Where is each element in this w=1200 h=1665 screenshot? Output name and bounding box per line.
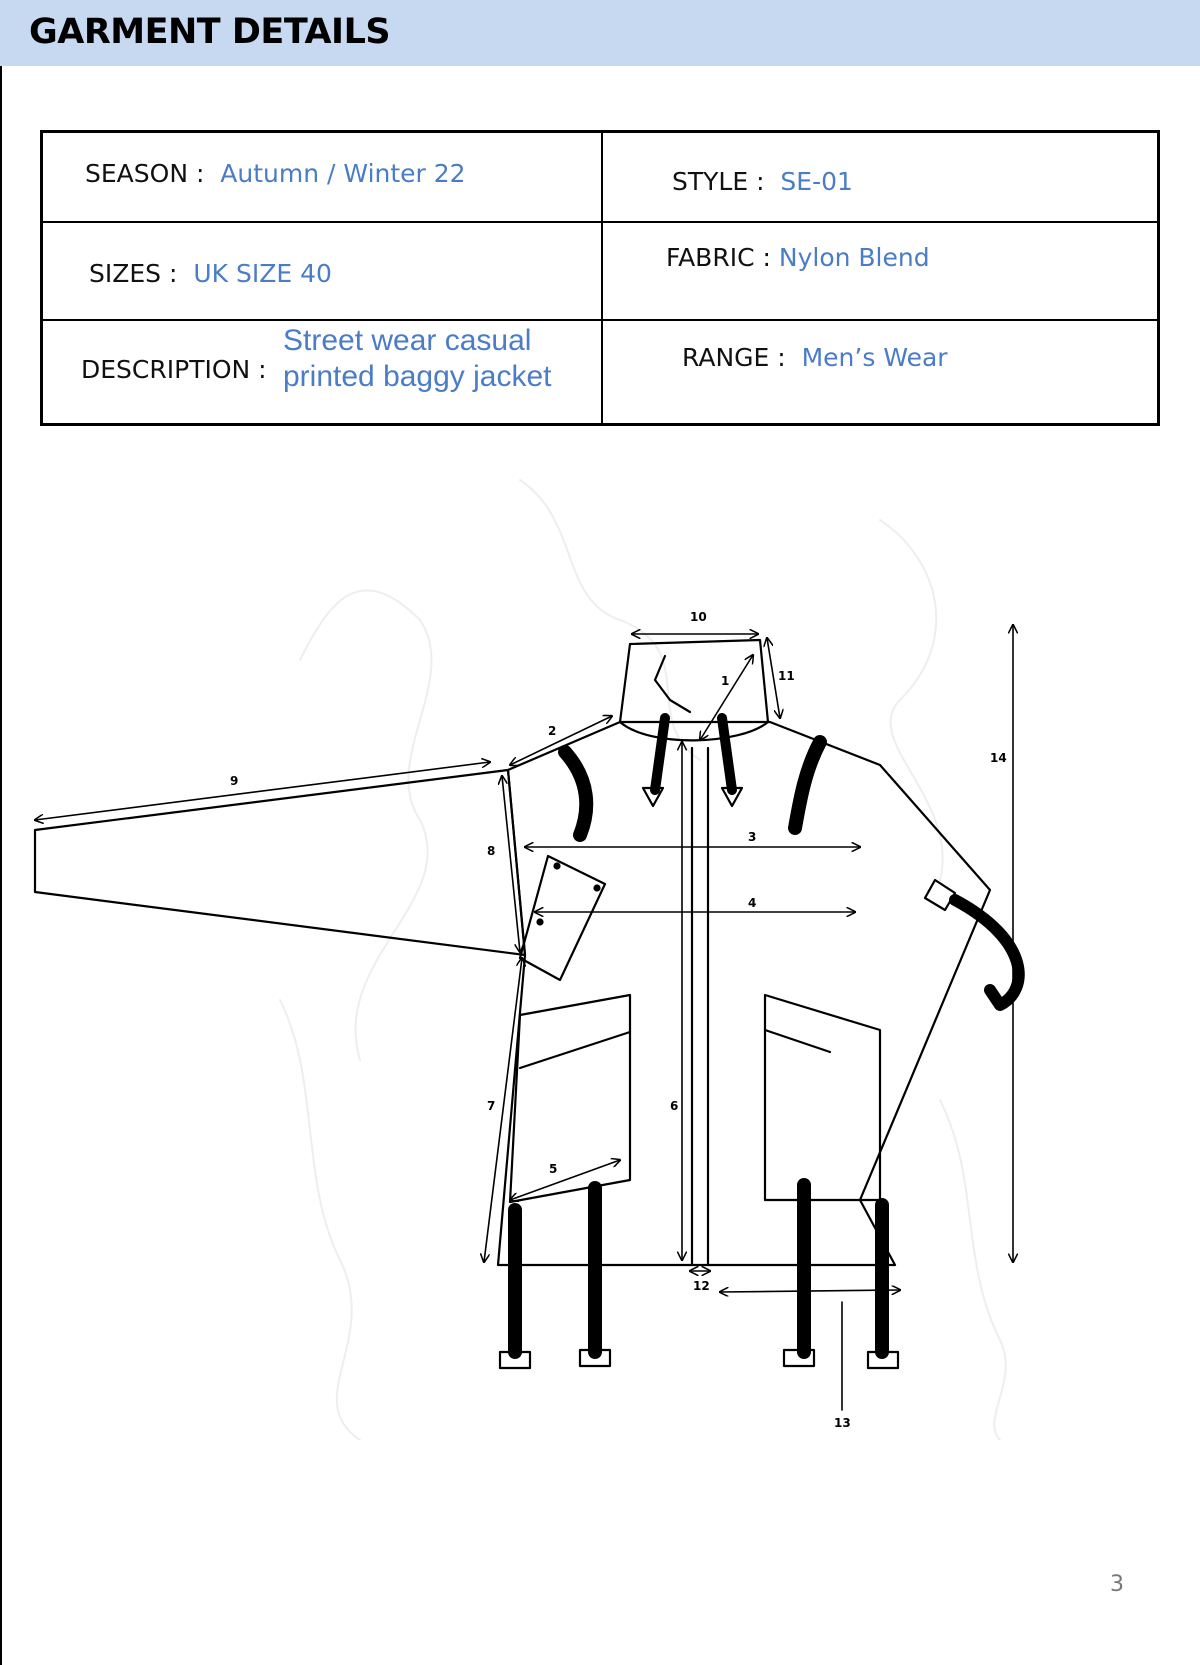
collar [620,640,768,740]
season-value: Autumn / Winter 22 [220,159,466,188]
table-divider-row2 [43,319,1157,321]
description-label-cell [81,355,267,384]
shoulder-strap-right [795,742,820,828]
pocket-left-flap [520,1032,630,1068]
measure-label-4: 4 [748,896,757,910]
description-line-1: Street wear casual [283,324,532,357]
sizes-label: SIZES : [89,259,178,288]
jacket-sketch [0,440,1200,1440]
style-label: STYLE : [672,167,765,196]
range-label: RANGE : [682,343,786,372]
measure-label-14: 14 [990,751,1007,765]
table-divider-row1 [43,221,1157,223]
measure-label-6: 6 [670,1099,679,1113]
drawcord-left [655,718,665,790]
style-cell [672,167,853,196]
fabric-cell [666,243,930,272]
measurement-arrows [35,625,1013,1410]
measure-label-10: 10 [690,610,707,624]
pocket-right-flap [765,1030,830,1052]
pocket-right [765,995,880,1200]
drawcord-right [722,718,732,790]
season-cell [85,159,466,188]
jacket-body [498,722,990,1265]
chest-patch [520,856,605,980]
sizes-value: UK SIZE 40 [193,259,332,288]
measure-label-3: 3 [748,830,757,844]
style-value: SE-01 [780,167,853,196]
season-label: SEASON : [85,159,205,188]
measure-label-13: 13 [834,1416,851,1430]
measure-label-2: 2 [548,724,557,738]
spec-table [40,130,1160,426]
page-title: GARMENT DETAILS [29,12,391,52]
range-value: Men’s Wear [801,343,948,372]
sizes-cell [89,259,332,288]
measure-label-11: 11 [778,669,795,683]
shoulder-strap-left [565,752,586,835]
measure-label-7: 7 [487,1099,496,1113]
description-label: DESCRIPTION : [81,355,267,384]
table-divider-vertical [601,133,603,423]
hem-strap-ends [500,1350,898,1368]
page-header [0,0,1200,66]
fabric-value: Nylon Blend [778,243,930,272]
range-cell [682,343,948,372]
background-scribbles [280,480,1006,1440]
pocket-left [510,995,630,1202]
page-number: 3 [1110,1572,1124,1597]
hem-straps [515,1185,882,1352]
description-line-2: printed baggy jacket [283,360,552,393]
measure-label-12: 12 [693,1279,710,1293]
description-value [283,323,552,395]
measure-label-9: 9 [230,774,239,788]
fabric-label: FABRIC : [666,243,771,272]
left-sleeve [35,770,525,955]
measure-label-1: 1 [721,674,730,688]
measure-label-8: 8 [487,844,496,858]
measure-label-5: 5 [549,1162,558,1176]
sleeve-tab [925,880,955,910]
collar-lapel [655,656,690,712]
